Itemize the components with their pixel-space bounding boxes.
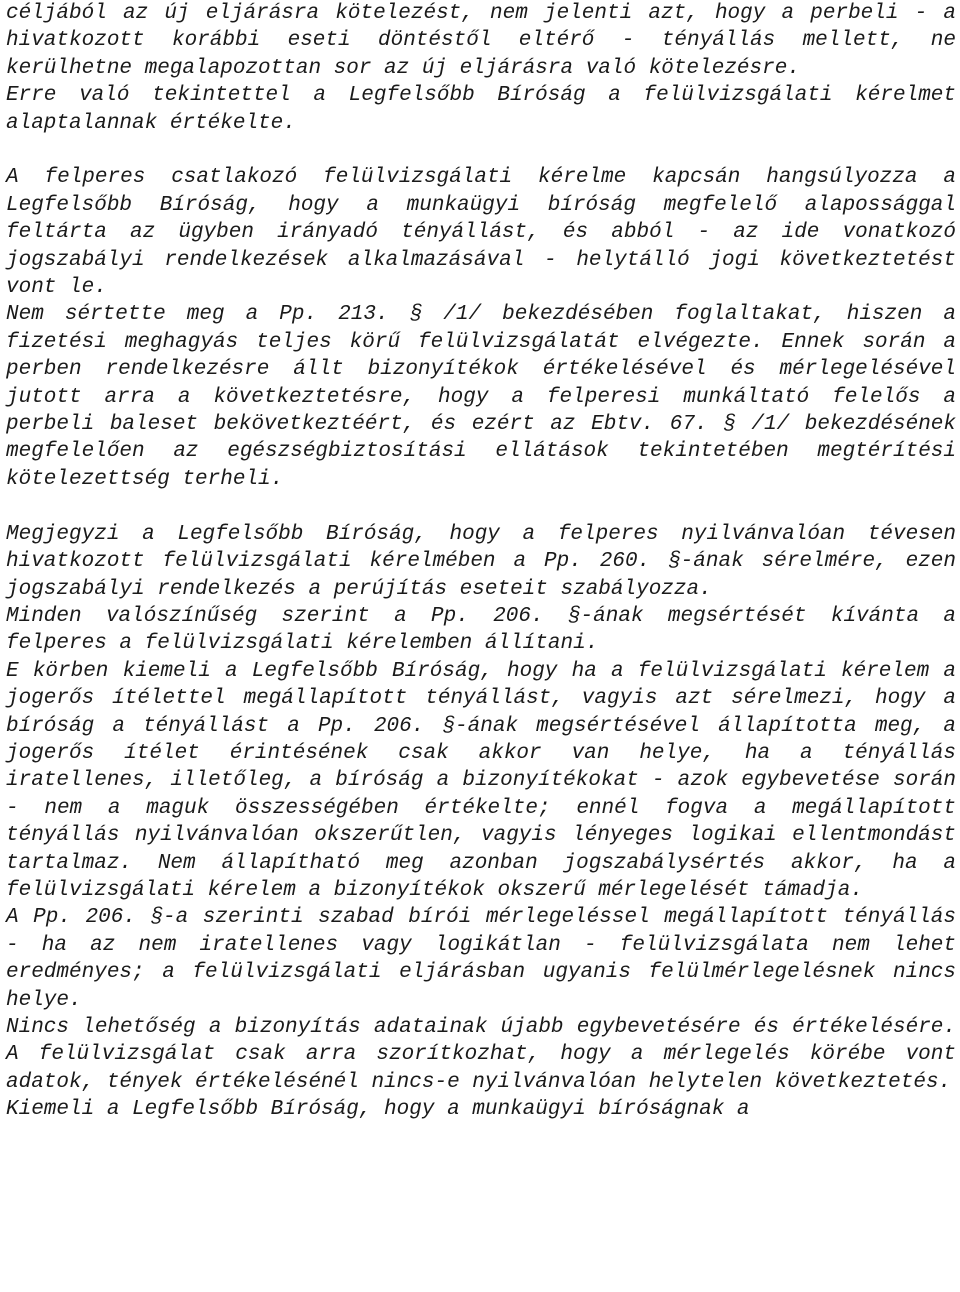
paragraph-3: A felperes csatlakozó felülvizsgálati kérelme kapcsán hangsúlyozza a Legfelsőbb Bíróság, hogy a munkaügyi bíróság megfelelő alapossággal feltárta az ügyben irányadó tényállást, és abból - az ide vonatkozó jogszabályi rendelkezések alkalmazásával - helytálló jogi következtetést vont le. [6, 166, 956, 300]
paragraph-10: Kiemeli a Legfelsőbb Bíróság, hogy a munkaügyi bíróságnak a [6, 1098, 750, 1122]
paragraph-9: Nincs lehetőség a bizonyítás adatainak újabb egybevetésére és értékelésére. A felülvizsgálat csak arra szorítkozhat, hogy a mérlegelés körébe vont adatok, tények értékelésénél nincs-e nyilvánvalóan helytelen következtetés. [6, 1016, 956, 1094]
paragraph-gap [6, 493, 956, 520]
paragraph-7: E körben kiemeli a Legfelsőbb Bíróság, hogy ha a felülvizsgálati kérelem a jogerős ítélettel megállapított tényállást, vagyis azt sérelmezi, hogy a bíróság a tényállást a Pp. 206. §-ának megsértésével állapította meg, a jogerős ítélet érintésének csak akkor van helye, ha a tényállás iratellenes, illetőleg, a bíróság a bizonyítékokat - azok egybevetése során - nem a maguk összességében értékelte; ennél fogva a megállapított tényállás nyilvánvalóan okszerűtlen, vagyis lényeges logikai ellentmondást tartalmaz. Nem állapítható meg azonban jogszabálysértés akkor, ha a felülvizsgálati kérelem a bizonyítékok okszerű mérlegelését támadja. [6, 659, 956, 902]
paragraph-gap [6, 137, 956, 164]
paragraph-4: Nem sértette meg a Pp. 213. § /1/ bekezdésében foglaltakat, hiszen a fizetési meghagyás teljes körű felülvizsgálatát elvégezte. Ennek során a perben rendelkezésre állt bizonyítékok értékelésével és mérlegelésével jutott arra a következtetésre, hogy a felperesi munkáltató felelős a perbeli baleset bekövetkeztéért, és ezért az Ebtv. 67. § /1/ bekezdésének megfelelően az egészségbiztosítási ellátások tekintetében megtérítési kötelezettség terheli. [6, 303, 956, 491]
paragraph-2: Erre való tekintettel a Legfelsőbb Bíróság a felülvizsgálati kérelmet alaptalannak értékelte. [6, 84, 956, 135]
document-page [6, 0, 956, 1124]
paragraph-1: céljából az új eljárásra kötelezést, nem jelenti azt, hogy a perbeli - a hivatkozott korábbi eseti döntéstől eltérő - tényállás mellett, ne kerülhetne megalapozottan sor az új eljárásra való kötelezésre. [6, 2, 956, 80]
paragraph-6: Minden valószínűség szerint a Pp. 206. §-ának megsértését kívánta a felperes a felülvizsgálati kérelemben állítani. [6, 604, 956, 656]
paragraph-5: Megjegyzi a Legfelsőbb Bíróság, hogy a felperes nyilvánvalóan tévesen hivatkozott felülvizsgálati kérelmében a Pp. 260. §-ának sérelmére, ezen jogszabályi rendelkezés a perújítás eseteit szabályozza. [6, 522, 956, 601]
paragraph-8: A Pp. 206. §-a szerinti szabad bírói mérlegeléssel megállapított tényállás - ha az nem iratellenes vagy logikátlan - felülvizsgálata nem lehet eredményes; a felülvizsgálati eljárásban ugyanis felülmérlegelésnek nincs helye. [6, 906, 956, 1012]
